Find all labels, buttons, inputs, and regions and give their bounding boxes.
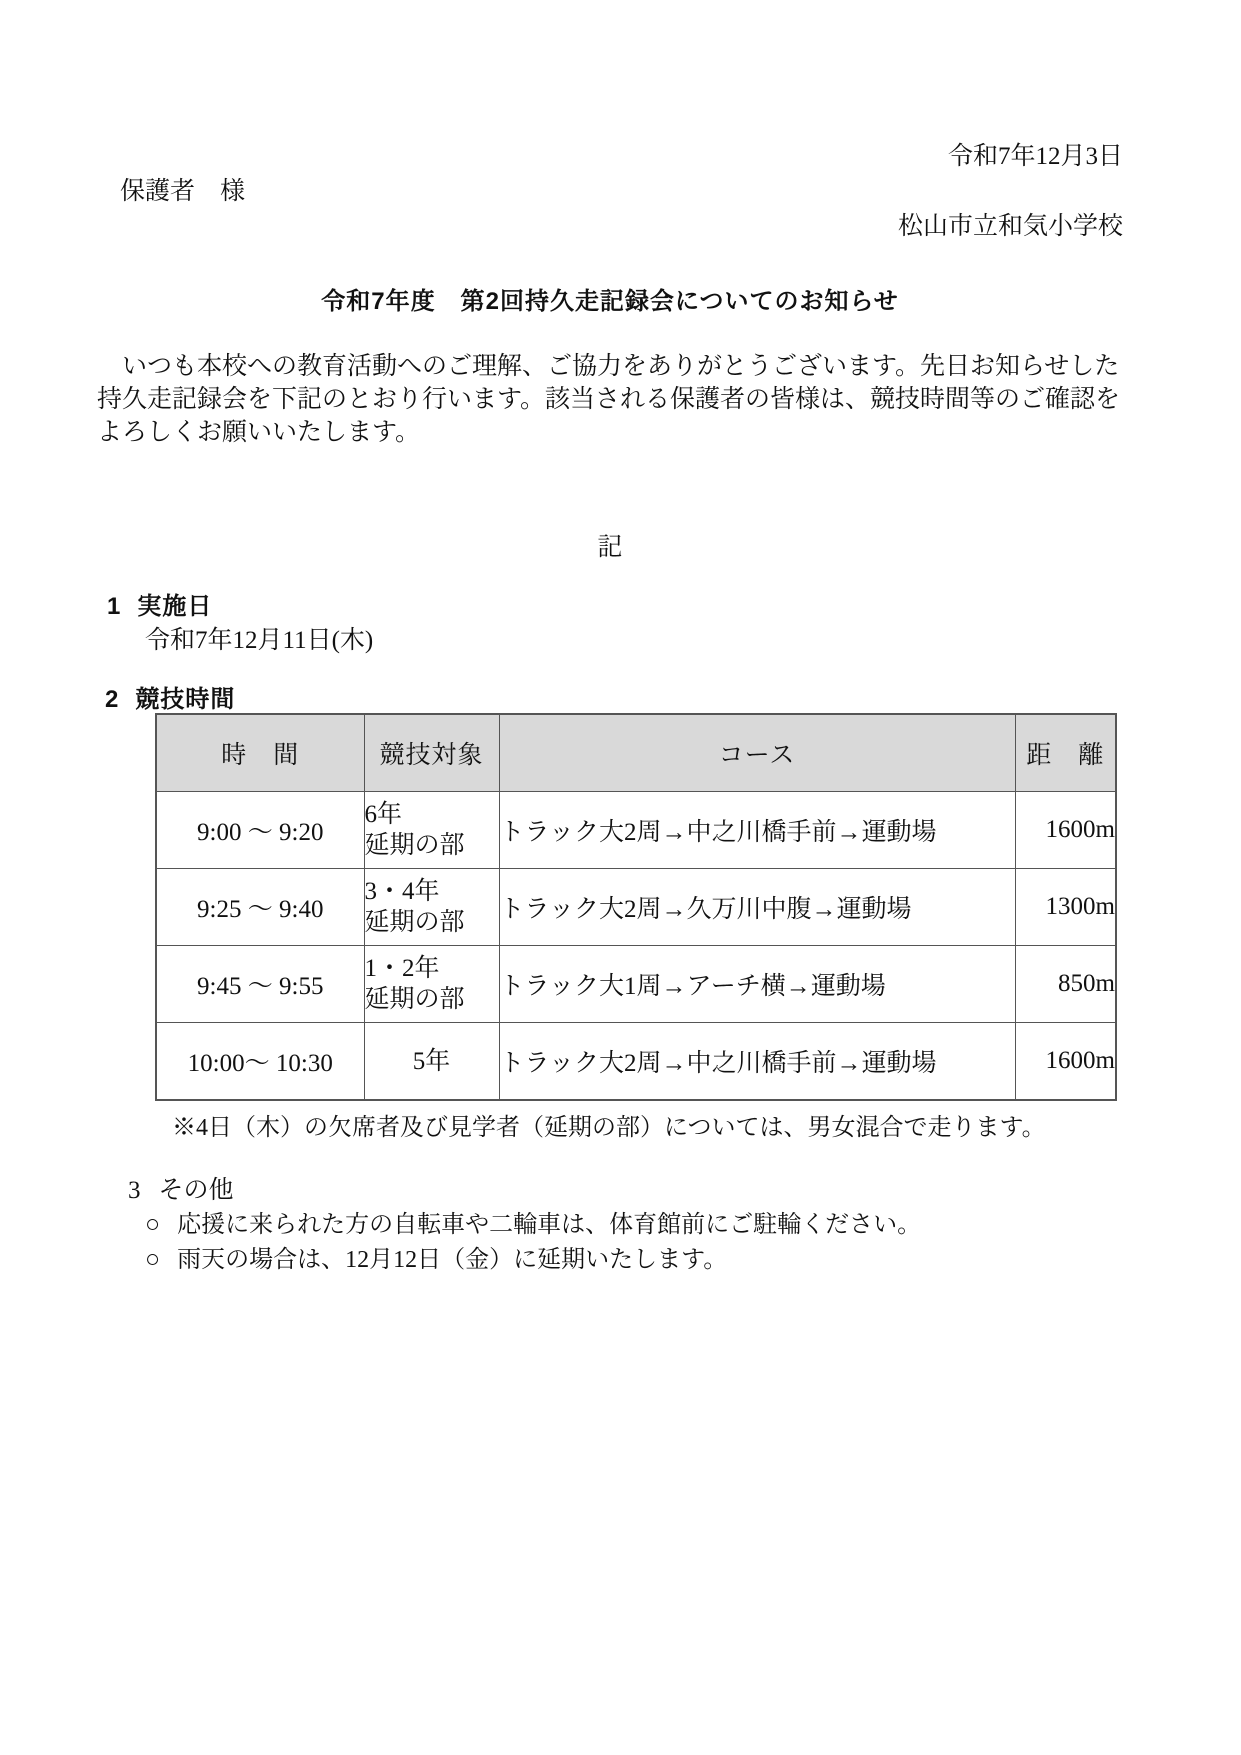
target-division: 延期の部 [364, 909, 465, 936]
table-row [156, 869, 1116, 946]
table-header-row [156, 714, 1116, 792]
issue-date: 令和7年12月3日 [947, 143, 1123, 170]
distance-cell: 1300m [1015, 869, 1116, 946]
body-line: いつも本校への教育活動へのご理解、ご協力をありがとうございます。先日お知らせした [97, 353, 1120, 380]
course-cell: トラック大2周→中之川橋手前→運動場 [499, 1023, 1015, 1101]
section-1-label: 実施日 [137, 593, 213, 620]
school-name: 松山市立和気小学校 [897, 213, 1123, 240]
section-2-label: 競技時間 [135, 686, 236, 713]
schedule-table-wrapper [155, 713, 1117, 1101]
target-grade: 1・2年 [364, 955, 440, 982]
target-cell [364, 869, 499, 946]
section-1-number: 1 [107, 593, 122, 620]
list-item [145, 1204, 921, 1239]
section-3-number: 3 [128, 1177, 141, 1204]
table-row [156, 946, 1116, 1023]
list-item-text: 雨天の場合は、12月12日（金）に延期いたします。 [177, 1247, 728, 1273]
course-cell: トラック大2周→中之川橋手前→運動場 [499, 792, 1015, 869]
section-3-heading [128, 1170, 234, 1206]
time-cell: 9:45 ～ 9:55 [156, 946, 364, 1023]
target-cell [364, 792, 499, 869]
document-title: 令和7年度 第2回持久走記録会についてのお知らせ [321, 288, 899, 315]
circle-bullet-icon: ○ [145, 1211, 161, 1238]
notation-marker: 記 [597, 534, 623, 561]
target-cell [364, 946, 499, 1023]
target-grade: 5年 [412, 1047, 451, 1075]
target-division: 延期の部 [364, 986, 465, 1013]
table-footnote: ※4日（木）の欠席者及び見学者（延期の部）については、男女混合で走ります。 [172, 1115, 1046, 1141]
event-date: 令和7年12月11日(木) [145, 627, 374, 654]
table-row [156, 1023, 1116, 1101]
section-2-number: 2 [105, 686, 120, 713]
section-3-label: その他 [158, 1177, 234, 1204]
time-cell: 10:00～ 10:30 [156, 1023, 364, 1101]
list-item [145, 1239, 727, 1274]
distance-cell: 850m [1015, 946, 1116, 1023]
time-cell: 9:25 ～ 9:40 [156, 869, 364, 946]
course-cell: トラック大2周→久万川中腹→運動場 [499, 869, 1015, 946]
body-line: 持久走記録会を下記のとおり行います。該当される保護者の皆様は、競技時間等のご確認を [97, 386, 1121, 413]
section-1-heading [107, 586, 212, 621]
list-item-text: 応援に来られた方の自転車や二輪車は、体育館前にご駐輪ください。 [177, 1212, 922, 1238]
distance-cell: 1600m [1015, 792, 1116, 869]
time-column-header: 時 間 [156, 714, 364, 792]
body-line: よろしくお願いいたします。 [97, 419, 421, 446]
course-cell: トラック大1周→アーチ横→運動場 [499, 946, 1015, 1023]
distance-cell: 1600m [1015, 1023, 1116, 1101]
target-division: 延期の部 [364, 832, 465, 859]
target-column-header: 競技対象 [364, 714, 499, 792]
section-2-heading [105, 679, 235, 714]
course-column-header: コース [499, 714, 1015, 792]
circle-bullet-icon: ○ [145, 1246, 161, 1273]
addressee: 保護者 様 [120, 178, 246, 205]
schedule-table [155, 713, 1117, 1101]
target-grade: 3・4年 [364, 878, 440, 905]
target-cell [364, 1023, 499, 1101]
body-paragraph [97, 350, 1123, 449]
target-grade: 6年 [364, 801, 403, 828]
time-cell: 9:00 ～ 9:20 [156, 792, 364, 869]
table-row [156, 792, 1116, 869]
distance-column-header: 距 離 [1015, 714, 1116, 792]
